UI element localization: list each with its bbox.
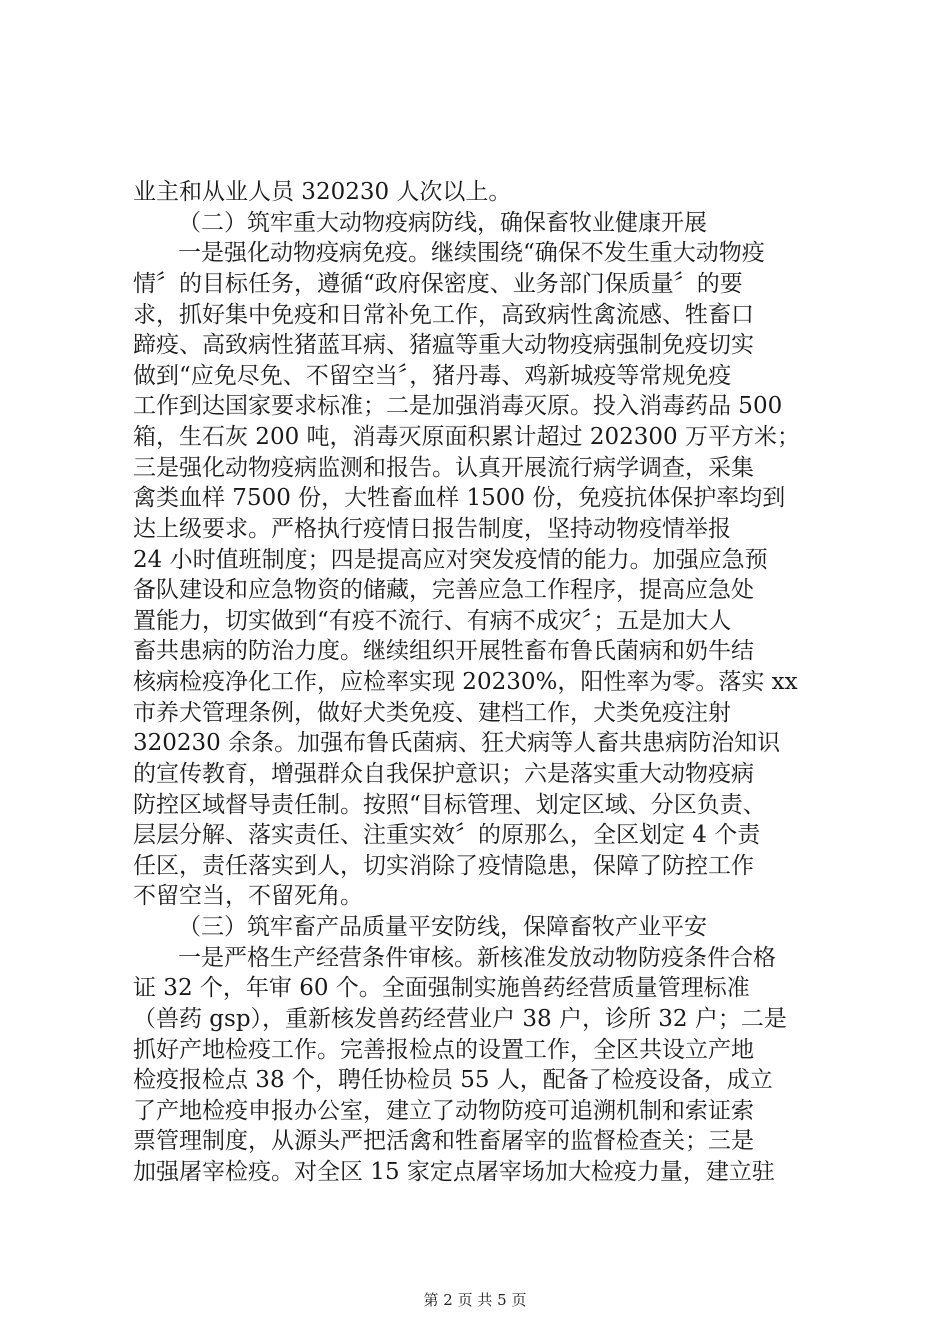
body-line: 情〞的目标任务，遵循“政府保密度、业务部门保质量〞的要: [133, 271, 743, 297]
body-line: 备队建设和应急物资的储藏，完善应急工作程序，提高应急处: [133, 577, 754, 603]
body-line: 业主和从业人员 320230 人次以上。: [133, 179, 512, 205]
body-line: 三是强化动物疫病监测和报告。认真开展流行病学调查，采集: [133, 455, 754, 481]
body-line: 一是严格生产经营条件审核。新核准发放动物防疫条件合格: [178, 945, 776, 971]
body-line: 达上级要求。严格执行疫情日报告制度，坚持动物疫情举报: [133, 516, 731, 542]
body-line: 层层分解、落实责任、注重实效〞的原那么，全区划定 4 个责: [133, 822, 761, 848]
body-line: 禽类血样 7500 份，大牲畜血样 1500 份，免疫抗体保护率均到: [133, 485, 786, 511]
body-line: 置能力，切实做到“有疫不流行、有病不成灾〞；五是加大人: [133, 608, 732, 634]
body-line: 箱，生石灰 200 吨，消毒灭原面积累计超过 202300 万平方米；: [133, 424, 800, 450]
page-number-footer: 第 2 页 共 5 页: [423, 1291, 527, 1309]
body-line: （兽药 gsp），重新核发兽药经营业户 38 户，诊所 32 户；二是: [133, 1006, 787, 1032]
body-line: 任区，责任落实到人，切实消除了疫情隐患，保障了防控工作: [133, 853, 754, 879]
body-line: 畜共患病的防治力度。继续组织开展牲畜布鲁氏菌病和奶牛结: [133, 638, 754, 664]
body-line: 一是强化动物疫病免疫。继续围绕“确保不发生重大动物疫: [178, 240, 765, 266]
body-line: 检疫报检点 38 个，聘任协检员 55 人，配备了检疫设备，成立: [133, 1067, 773, 1093]
body-line: 工作到达国家要求标准；二是加强消毒灭原。投入消毒药品 500: [133, 393, 783, 419]
body-line: 320230 余条。加强布鲁氏菌病、狂犬病等人畜共患病防治知识: [133, 730, 781, 756]
body-line: 防控区域督导责任制。按照“目标管理、划定区域、分区负责、: [133, 792, 766, 818]
body-line: 蹄疫、高致病性猪蓝耳病、猪瘟等重大动物疫病强制免疫切实: [133, 332, 754, 358]
body-line: 证 32 个，年审 60 个。全面强制实施兽药经营质量管理标准: [133, 975, 750, 1001]
body-line: 做到“应免尽免、不留空当〞，猪丹毒、鸡新城疫等常规免疫: [133, 363, 732, 389]
body-line: 市养犬管理条例，做好犬类免疫、建档工作，犬类免疫注射: [133, 700, 731, 726]
body-line: 求，抓好集中免疫和日常补免工作，高致病性禽流感、牲畜口: [133, 302, 754, 328]
body-line: 核病检疫净化工作，应检率实现 20230%，阳性率为零。落实 xx: [133, 669, 798, 695]
body-line: 抓好产地检疫工作。完善报检点的设置工作，全区共设立产地: [133, 1037, 754, 1063]
body-line: 的宣传教育，增强群众自我保护意识；六是落实重大动物疫病: [133, 761, 754, 787]
body-line: 24 小时值班制度；四是提高应对突发疫情的能力。加强应急预: [133, 547, 768, 573]
section-heading: （三）筑牢畜产品质量平安防线，保障畜牧产业平安: [178, 914, 707, 940]
body-line: 不留空当，不留死角。: [133, 883, 363, 909]
body-line: 票管理制度，从源头严把活禽和牲畜屠宰的监督检查关；三是: [133, 1128, 754, 1154]
section-heading: （二）筑牢重大动物疫病防线，确保畜牧业健康开展: [178, 210, 707, 236]
body-line: 加强屠宰检疫。对全区 15 家定点屠宰场加大检疫力量，建立驻: [133, 1159, 775, 1185]
body-line: 了产地检疫申报办公室，建立了动物防疫可追溯机制和索证索: [133, 1098, 754, 1124]
